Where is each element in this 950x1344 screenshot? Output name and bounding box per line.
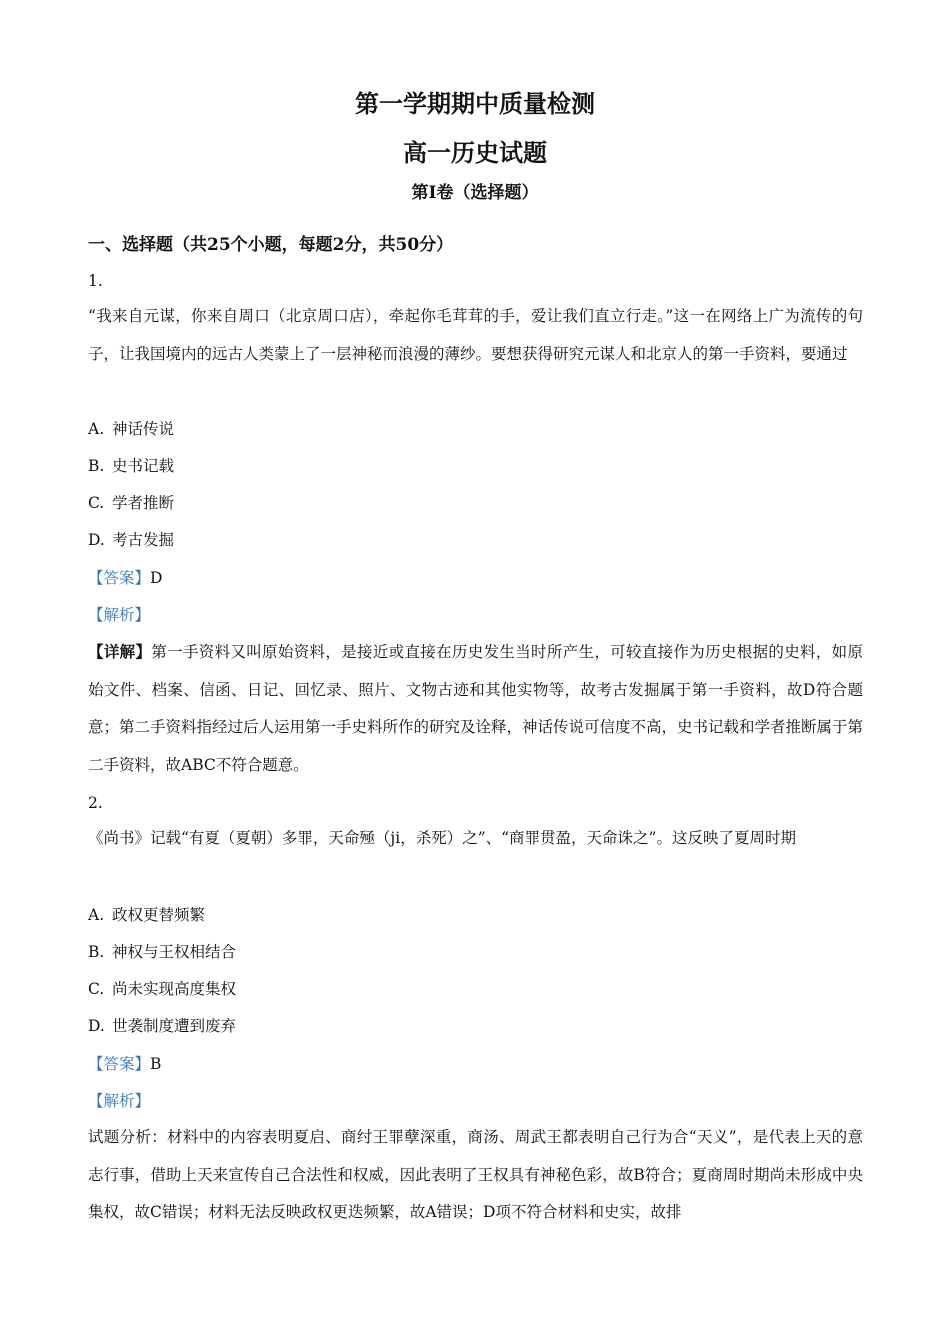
option-text: 考古发掘	[112, 531, 175, 549]
analysis-tag: 【解析】	[88, 606, 151, 624]
option-letter: A.	[88, 420, 105, 438]
option-letter: D.	[88, 1017, 105, 1035]
analysis-tag: 【解析】	[88, 1092, 151, 1110]
q1-option-b	[88, 455, 174, 477]
q2-analysis: 试题分析：材料中的内容表明夏启、商纣王罪孽深重，商汤、周武王都表明自己行为合“天义”，是代表上天的意志行事，借助上天来宣传自己合法性和权威，因此表明了王权具有神秘色彩，故B符合；夏商周时期尚未形成中央集权，故C错误；材料无法反映政权更迭频繁，故A错误；D项不符合材料和史实，故排	[88, 1128, 863, 1221]
option-letter: B.	[88, 943, 105, 961]
detail-text: 第一手资料又叫原始资料，是接近或直接在历史发生当时所产生，可较直接作为历史根据的史料，如原始文件、档案、信函、日记、回忆录、照片、文物古迹和其他实物等，故考古发掘属于第一手资料，故D符合题意；第二手资料指经过后人运用第一手史料所作的研究及诠释，神话传说可信度不高，史书记载和学者推断属于第二手资料，故ABC不符合题意。	[88, 643, 864, 774]
answer-tag: 【答案】	[88, 569, 151, 587]
option-text: 神话传说	[112, 420, 175, 438]
q1-option-d	[88, 529, 174, 551]
q2-option-b	[88, 941, 236, 963]
q1-option-a	[88, 418, 174, 440]
option-letter: C.	[88, 494, 105, 512]
q1-option-c	[88, 492, 174, 514]
option-letter: C.	[88, 980, 105, 998]
q1-number: 1.	[88, 272, 103, 290]
answer-value: B	[150, 1055, 162, 1073]
q2-option-d	[88, 1015, 236, 1037]
q1-detail	[88, 633, 863, 784]
q2-analysis-tag	[88, 1090, 150, 1112]
section-heading: 一、选择题（共25个小题，每题2分，共50分）	[88, 235, 454, 255]
volume-label: 第I卷（选择题）	[411, 183, 539, 203]
page-subtitle: 高一历史试题	[403, 138, 547, 167]
q1-answer	[88, 567, 162, 589]
q2-answer	[88, 1053, 161, 1075]
option-text: 学者推断	[112, 494, 175, 512]
detail-tag: 【详解】	[88, 642, 152, 661]
q2-option-a	[88, 904, 205, 926]
q1-stem: “我来自元谋，你来自周口（北京周口店），牵起你毛茸茸的手，爱让我们直立行走。”这一在网络上广为流传的句子，让我国境内的远古人类蒙上了一层神秘而浪漫的薄纱。要想获得研究元谋人和北京人的第一手资料，要通过	[88, 307, 863, 363]
page-title: 第一学期期中质量检测	[355, 89, 595, 118]
q2-option-c	[88, 978, 236, 1000]
q2-stem: 《尚书》记载“有夏（夏朝）多罪，天命殛（ji，杀死）之”、“商罪贯盈，天命诛之”。这反映了夏周时期	[88, 829, 796, 847]
option-text: 政权更替频繁	[112, 906, 206, 924]
option-text: 尚未实现高度集权	[112, 980, 237, 998]
q2-number: 2.	[88, 794, 103, 812]
option-letter: B.	[88, 457, 105, 475]
option-text: 神权与王权相结合	[112, 943, 237, 961]
answer-value: D	[150, 569, 163, 587]
option-text: 史书记载	[112, 457, 175, 475]
option-text: 世袭制度遭到废弃	[112, 1017, 237, 1035]
q1-analysis-tag	[88, 604, 150, 626]
option-letter: A.	[88, 906, 105, 924]
option-letter: D.	[88, 531, 105, 549]
answer-tag: 【答案】	[88, 1055, 151, 1073]
